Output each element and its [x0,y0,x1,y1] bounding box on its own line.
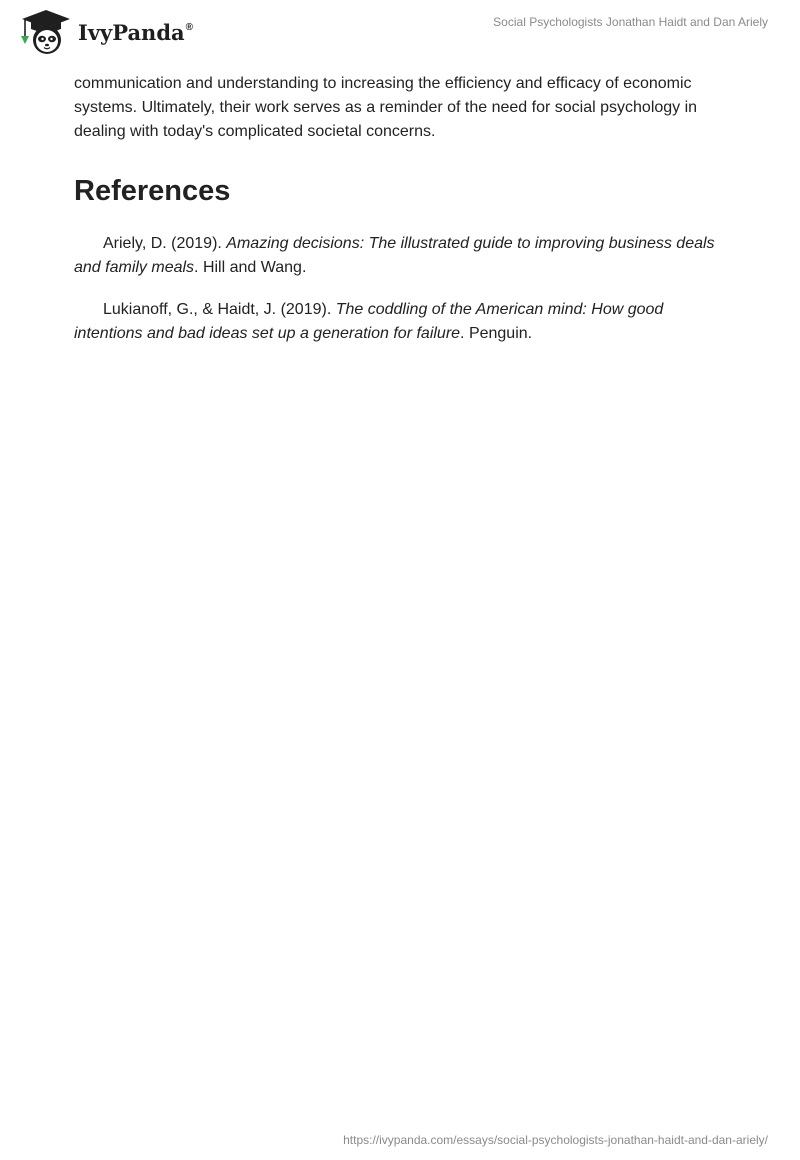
reference-publisher: . Hill and Wang. [194,259,307,276]
body-paragraph: communication and understanding to increasing the efficiency and efficacy of economic systems. Ultimately, their work serves as a reminder of the need for social psychology in dealing with today's complicated societal concerns. [74,75,698,140]
document-body [74,72,734,346]
registered-mark: ® [185,21,193,33]
brand-logo[interactable] [16,8,193,56]
reference-item [74,232,734,280]
reference-title: The coddling of the American mind: How good intentions and bad ideas set up a generation for failure [74,301,664,342]
reference-title: Amazing decisions: The illustrated guide to improving business deals and family meals [74,235,715,276]
panda-graduate-icon [16,8,76,56]
page-header [0,0,800,60]
reference-authors: Ariely, D. (2019). [103,235,227,252]
brand-name: IvyPanda® [78,19,193,45]
references-heading: References [74,175,231,207]
reference-publisher: . Penguin. [460,325,533,342]
reference-item [74,298,734,346]
source-url-link[interactable]: https://ivypanda.com/essays/social-psychologists-jonathan-haidt-and-dan-ariely/ [343,1133,768,1147]
running-title: Social Psychologists Jonathan Haidt and Dan Ariely [493,15,768,29]
reference-authors: Lukianoff, G., & Haidt, J. (2019). [103,301,336,318]
